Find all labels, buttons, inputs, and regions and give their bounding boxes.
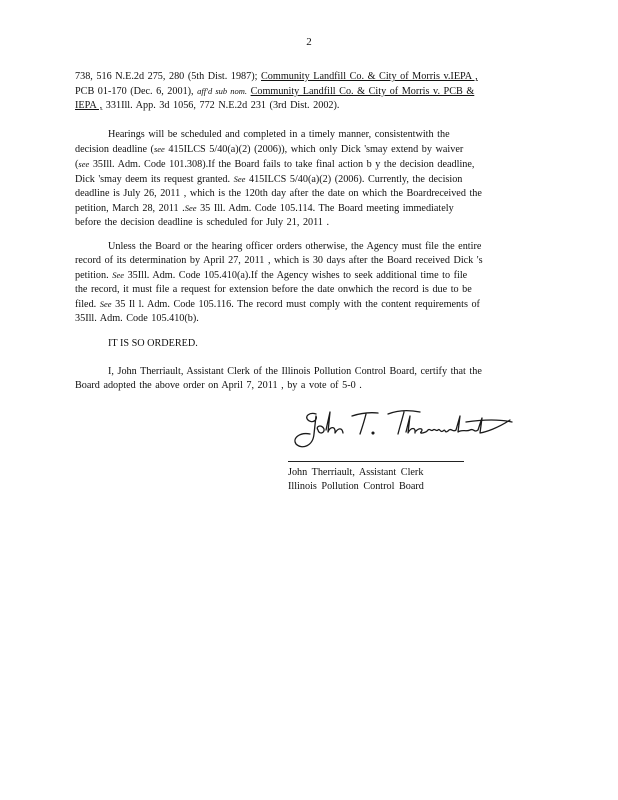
handwritten-signature [288, 402, 528, 458]
italic-signal: see [78, 159, 90, 169]
signature-block [288, 466, 424, 494]
text: decision deadline ( [75, 144, 154, 155]
hearings-line: before the decision deadline is scheduled for July 21, 2011 . [75, 217, 330, 228]
hearings-line [75, 172, 541, 187]
italic-signal: see [153, 144, 165, 154]
page-number: 2 [306, 36, 312, 48]
certification-paragraph [75, 365, 541, 393]
citation-line-1 [75, 70, 541, 84]
signature-line [288, 461, 464, 462]
signer-organization: Illinois Pollution Control Board [288, 481, 424, 492]
text: 35Ill. Adm. Code 105.410(a).If the Agency wishes to seek additional time to file [127, 270, 468, 281]
citation-paragraph [75, 70, 541, 113]
italic-signal: See [233, 174, 246, 184]
hearings-line [75, 201, 541, 216]
text: 35Ill. Adm. Code 101.308).If the Board fails to take final action b y the decision deadline, [92, 159, 475, 170]
text: petition, March 28, 2011 . [75, 203, 185, 214]
italic-signal: See [184, 203, 197, 213]
case-name-underlined: Community Landfill Co. & City of Morris v.IEPA , [261, 71, 478, 82]
hearings-line: Hearings will be scheduled and completed in a timely manner, consistentwith the [108, 129, 450, 140]
hearings-line [75, 142, 541, 157]
agency-line: 35Ill. Adm. Code 105.410(b). [75, 313, 199, 324]
agency-line: record of its determination by April 27, 2011 , which is 30 days after the Board received Dick 's [75, 255, 483, 266]
signer-name-title: John Therriault, Assistant Clerk [288, 467, 424, 478]
text: 35 Il l. Adm. Code 105.116. The record must comply with the content requirements of [115, 299, 480, 310]
text: Dick 'smay deem its request granted. [75, 174, 231, 185]
hearings-line: deadline is July 26, 2011 , which is the 120th day after the date on which the Boardreceived the [75, 188, 482, 199]
citation-line-2 [75, 84, 541, 99]
citation-text: 331Ill. App. 3d 1056, 772 N.E.2d 231 (3rd Dist. 2002). [105, 100, 340, 111]
text: 415ILCS 5/40(a)(2) (2006)), which only Dick 'smay extend by waiver [168, 144, 464, 155]
agency-line [75, 297, 541, 312]
italic-signal: aff'd sub nom. [197, 86, 248, 96]
hearings-paragraph [75, 128, 541, 230]
citation-line-3 [75, 99, 541, 113]
text: filed. [75, 299, 97, 310]
certify-line: I, John Therriault, Assistant Clerk of the Illinois Pollution Control Board, certify that the [108, 366, 482, 377]
italic-signal: See [99, 299, 112, 309]
case-name-underlined: Community Landfill Co. & City of Morris v. PCB & [250, 86, 475, 97]
agency-line: Unless the Board or the hearing officer orders otherwise, the Agency must file the entire [108, 241, 482, 252]
agency-line: the record, it must file a request for extension before the date onwhich the record is due to be [75, 284, 472, 295]
citation-text: 738, 516 N.E.2d 275, 280 (5th Dist. 1987); [75, 71, 258, 82]
case-name-underlined: IEPA , [75, 100, 103, 111]
agency-paragraph [75, 240, 541, 326]
text: 35 Ill. Adm. Code 105.114. The Board meeting immediately [200, 203, 454, 214]
so-ordered: IT IS SO ORDERED. [108, 338, 198, 349]
citation-text: PCB 01-170 (Dec. 6, 2001), [75, 86, 194, 97]
hearings-line [75, 157, 541, 172]
italic-signal: See [112, 270, 125, 280]
agency-line [75, 268, 541, 283]
text: ( [75, 159, 79, 170]
text: 415ILCS 5/40(a)(2) (2006). Currently, the decision [248, 174, 463, 185]
certify-line: Board adopted the above order on April 7, 2011 , by a vote of 5-0 . [75, 380, 362, 391]
text: petition. [75, 270, 109, 281]
